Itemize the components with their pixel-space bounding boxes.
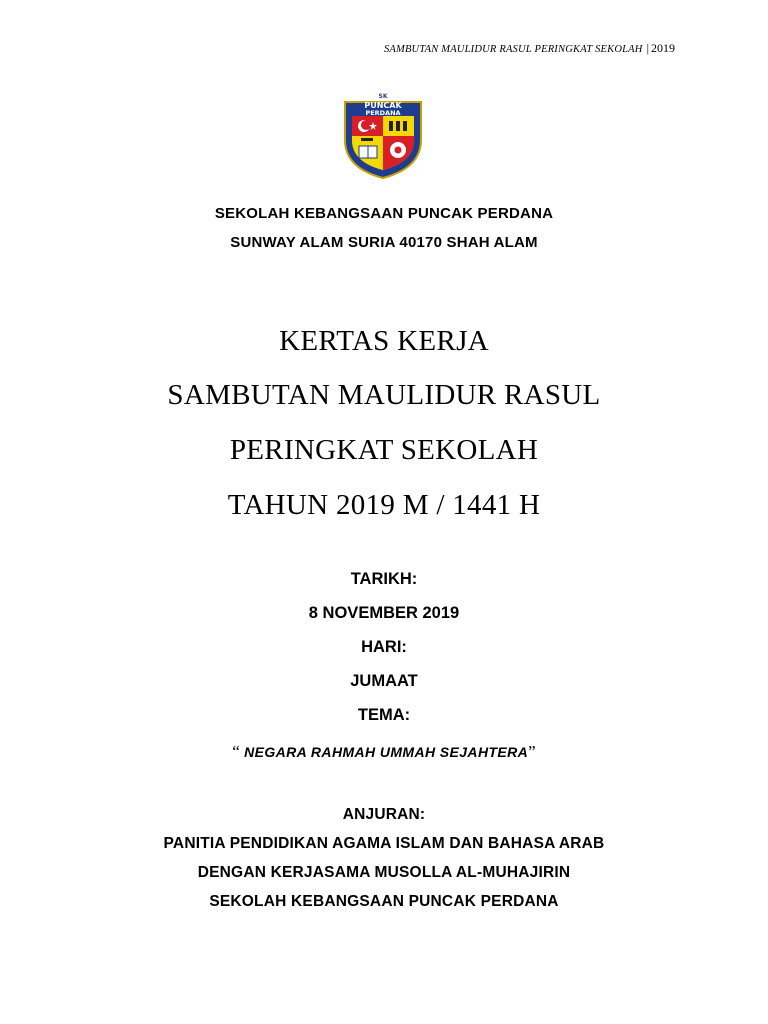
day-label: HARI:: [361, 638, 407, 656]
organizer-label: ANJURAN:: [342, 806, 426, 823]
title-line-2: SAMBUTAN MAULIDUR RASUL: [167, 379, 601, 411]
theme-label: TEMA:: [357, 706, 411, 724]
date-value: 8 NOVEMBER 2019: [308, 604, 460, 622]
title-line-1: KERTAS KERJA: [279, 325, 489, 357]
school-crest-logo: [335, 88, 431, 180]
crest-text-name1: PUNCAK: [364, 101, 402, 110]
theme-value: NEGARA RAHMAH UMMAH SEJAHTERA: [244, 744, 529, 760]
school-address: SUNWAY ALAM SURIA 40170 SHAH ALAM: [230, 234, 538, 251]
page-header: [384, 41, 675, 56]
organizer-line-1: PANITIA PENDIDIKAN AGAMA ISLAM DAN BAHASA ARAB: [163, 835, 605, 852]
organizer-line-2: DENGAN KERJASAMA MUSOLLA AL-MUHAJIRIN: [197, 864, 571, 881]
organizer-line-3: SEKOLAH KEBANGSAAN PUNCAK PERDANA: [209, 893, 559, 910]
day-value: JUMAAT: [350, 672, 418, 690]
crest-text-name2: PERDANA: [365, 109, 401, 117]
header-separator: |: [646, 41, 649, 55]
theme-open-quote: “: [232, 742, 240, 761]
header-year: 2019: [651, 41, 675, 55]
date-label: TARIKH:: [350, 570, 418, 588]
school-name: SEKOLAH KEBANGSAAN PUNCAK PERDANA: [214, 205, 554, 222]
theme-close-quote: ”: [528, 742, 536, 761]
crest-text-sk: SK: [378, 93, 388, 100]
title-line-4: TAHUN 2019 M / 1441 H: [227, 489, 541, 521]
theme-line: [0, 742, 768, 762]
header-title: SAMBUTAN MAULIDUR RASUL PERINGKAT SEKOLAH: [383, 44, 643, 55]
title-line-3: PERINGKAT SEKOLAH: [229, 434, 539, 466]
